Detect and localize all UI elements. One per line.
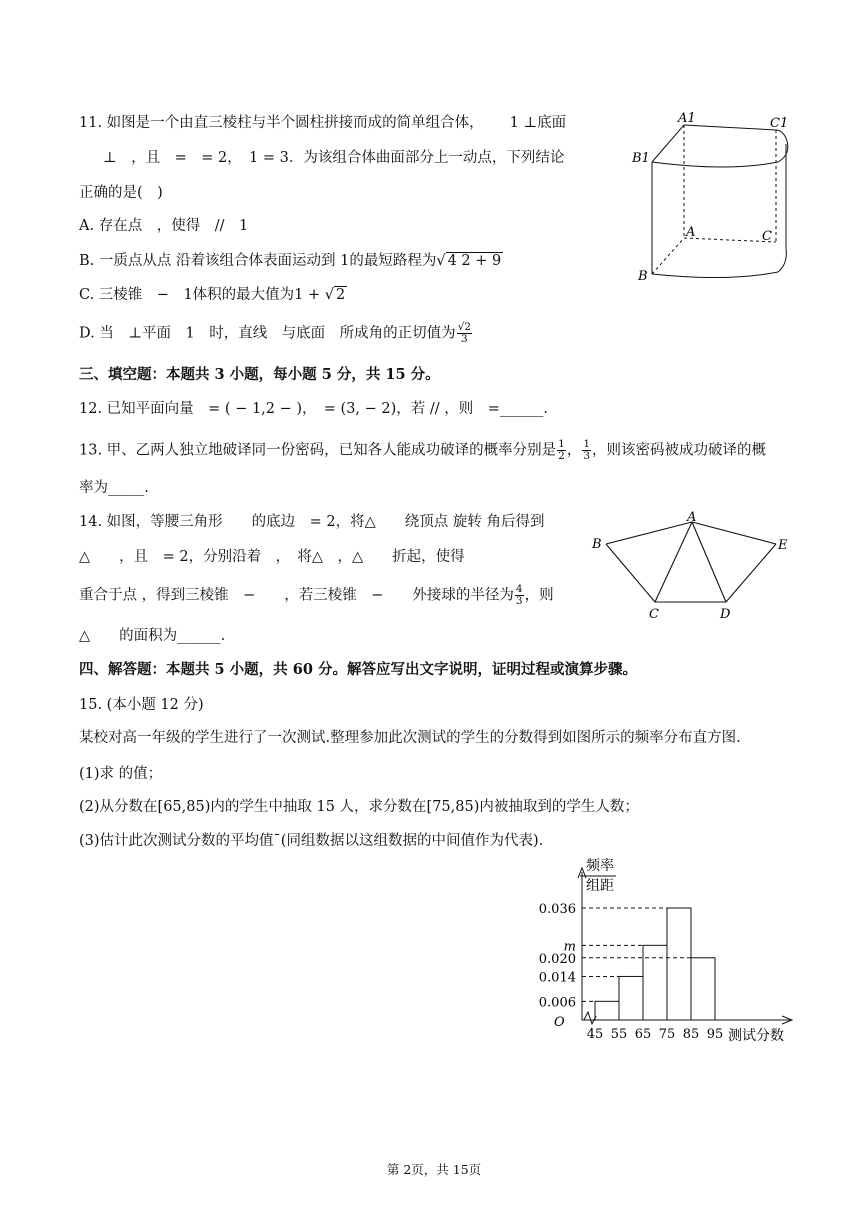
y-axis-label-top: 频率 bbox=[586, 858, 614, 874]
label-a: A bbox=[686, 225, 696, 240]
q13-line2: 率为_____. bbox=[79, 480, 149, 496]
q11-line1: 11. 如图是一个由直三棱柱与半个圆柱拼接而成的简单组合体， 1 ⊥底面 bbox=[79, 115, 567, 131]
sqrt-expression: 4 2 + 9 bbox=[447, 253, 502, 269]
x-tick-label: 65 bbox=[634, 1027, 652, 1042]
q12-text: 12. 已知平面向量 = ( − 1,2 − )， = (3, − 2)，若 // ，则 =______. bbox=[79, 401, 549, 417]
label-B: B bbox=[592, 537, 602, 552]
prism-cylinder-figure bbox=[628, 108, 800, 290]
q15-part-1: (1)求 的值； bbox=[79, 766, 163, 782]
page-footer: 第 2页，共 15页 bbox=[386, 1162, 482, 1177]
q14-line4: △ 的面积为______. bbox=[79, 628, 226, 644]
q11-line2: ⊥ ，且 = = 2， 1 = 3．为该组合体曲面部分上一动点，下列结论 bbox=[103, 150, 565, 166]
label-c1: C1 bbox=[770, 116, 789, 131]
label-D: D bbox=[720, 607, 731, 622]
q15-part-3: (3)估计此次测试分数的平均值¯(同组数据以这组数据的中间值作为代表). bbox=[79, 833, 544, 849]
y-tick-label: 0.006 bbox=[538, 995, 576, 1011]
label-b1: B1 bbox=[632, 151, 650, 166]
q14-line3: 重合于点 ，得到三棱锥 − ，若三棱锥 − 外接球的半径为 $\frac{4}{3}$ ，则 bbox=[79, 583, 554, 607]
histogram-bar bbox=[643, 945, 667, 1020]
y-tick-label: 0.020 bbox=[538, 951, 576, 967]
label-C: C bbox=[649, 607, 659, 622]
q15-heading: 15. (本小题 12 分) bbox=[79, 697, 204, 713]
triangle-figure bbox=[588, 508, 798, 624]
x-tick-label: 85 bbox=[682, 1027, 700, 1042]
x-axis-label: 测试分数 bbox=[728, 1028, 784, 1044]
q15-intro: 某校对高一年级的学生进行了一次测试.整理参加此次测试的学生的分数得到如图所示的频率分布直方图. bbox=[79, 730, 741, 746]
fraction: $\frac{√2}{3}$ bbox=[457, 321, 472, 345]
x-tick-label: 55 bbox=[610, 1027, 628, 1042]
q14-line2: △ ，且 = 2，分别沿着 ， 将△ ，△ 折起，使得 bbox=[79, 549, 465, 565]
section-4-heading: 四、解答题：本题共 5 小题，共 60 分。解答应写出文字说明，证明过程或演算步骤。 bbox=[79, 661, 637, 678]
histogram-bar bbox=[667, 908, 691, 1020]
x-tick-label: 95 bbox=[706, 1027, 724, 1042]
q11-option-a: A. 存在点 ，使得 // 1 bbox=[79, 218, 249, 234]
q11-line3: 正确的是( ) bbox=[79, 185, 163, 201]
y-tick-label: 0.014 bbox=[538, 970, 576, 986]
y-tick-label: m bbox=[563, 939, 576, 955]
label-E: E bbox=[778, 538, 788, 553]
label-A: A bbox=[687, 510, 697, 525]
q13-line1: 13. 甲、乙两人独立地破译同一份密码，已知各人能成功破译的概率分别是 $\frac{1}{2}$ ， $\frac{1}{3}$ ，则该密码被成功破译的概 bbox=[79, 438, 767, 462]
q14-line1: 14. 如图，等腰三角形 的底边 = 2，将△ 绕顶点 旋转 角后得到 bbox=[79, 514, 545, 530]
x-tick-label: 45 bbox=[586, 1027, 604, 1042]
section-3-heading: 三、填空题：本题共 3 小题，每小题 5 分，共 15 分。 bbox=[79, 366, 440, 383]
label-b: B bbox=[638, 269, 648, 284]
origin-label: O bbox=[554, 1015, 565, 1030]
frequency-histogram bbox=[510, 848, 810, 1048]
label-a1: A1 bbox=[678, 111, 696, 126]
x-tick-label: 75 bbox=[658, 1027, 676, 1042]
y-axis-label-bottom: 组距 bbox=[586, 878, 614, 894]
y-tick-label: 0.036 bbox=[538, 902, 576, 917]
histogram-bar bbox=[619, 976, 643, 1020]
q11-option-b: B. 一质点从点 沿着该组合体表面运动到 1的最短路程为√ 4 2 + 9 bbox=[79, 253, 502, 269]
histogram-bar bbox=[595, 1001, 619, 1020]
q11-option-d: D. 当 ⊥平面 1 时，直线 与底面 所成角的正切值为 $\frac{√2}{3}$ bbox=[79, 321, 472, 345]
histogram-bar bbox=[691, 958, 715, 1020]
q11-option-c: C. 三棱锥 − 1体积的最大值为1 + √ 2 bbox=[79, 287, 346, 303]
q15-part-2: (2)从分数在[65,85)内的学生中抽取 15 人，求分数在[75,85)内被抽取到的学生人数； bbox=[79, 799, 639, 815]
label-c: C bbox=[762, 229, 772, 244]
